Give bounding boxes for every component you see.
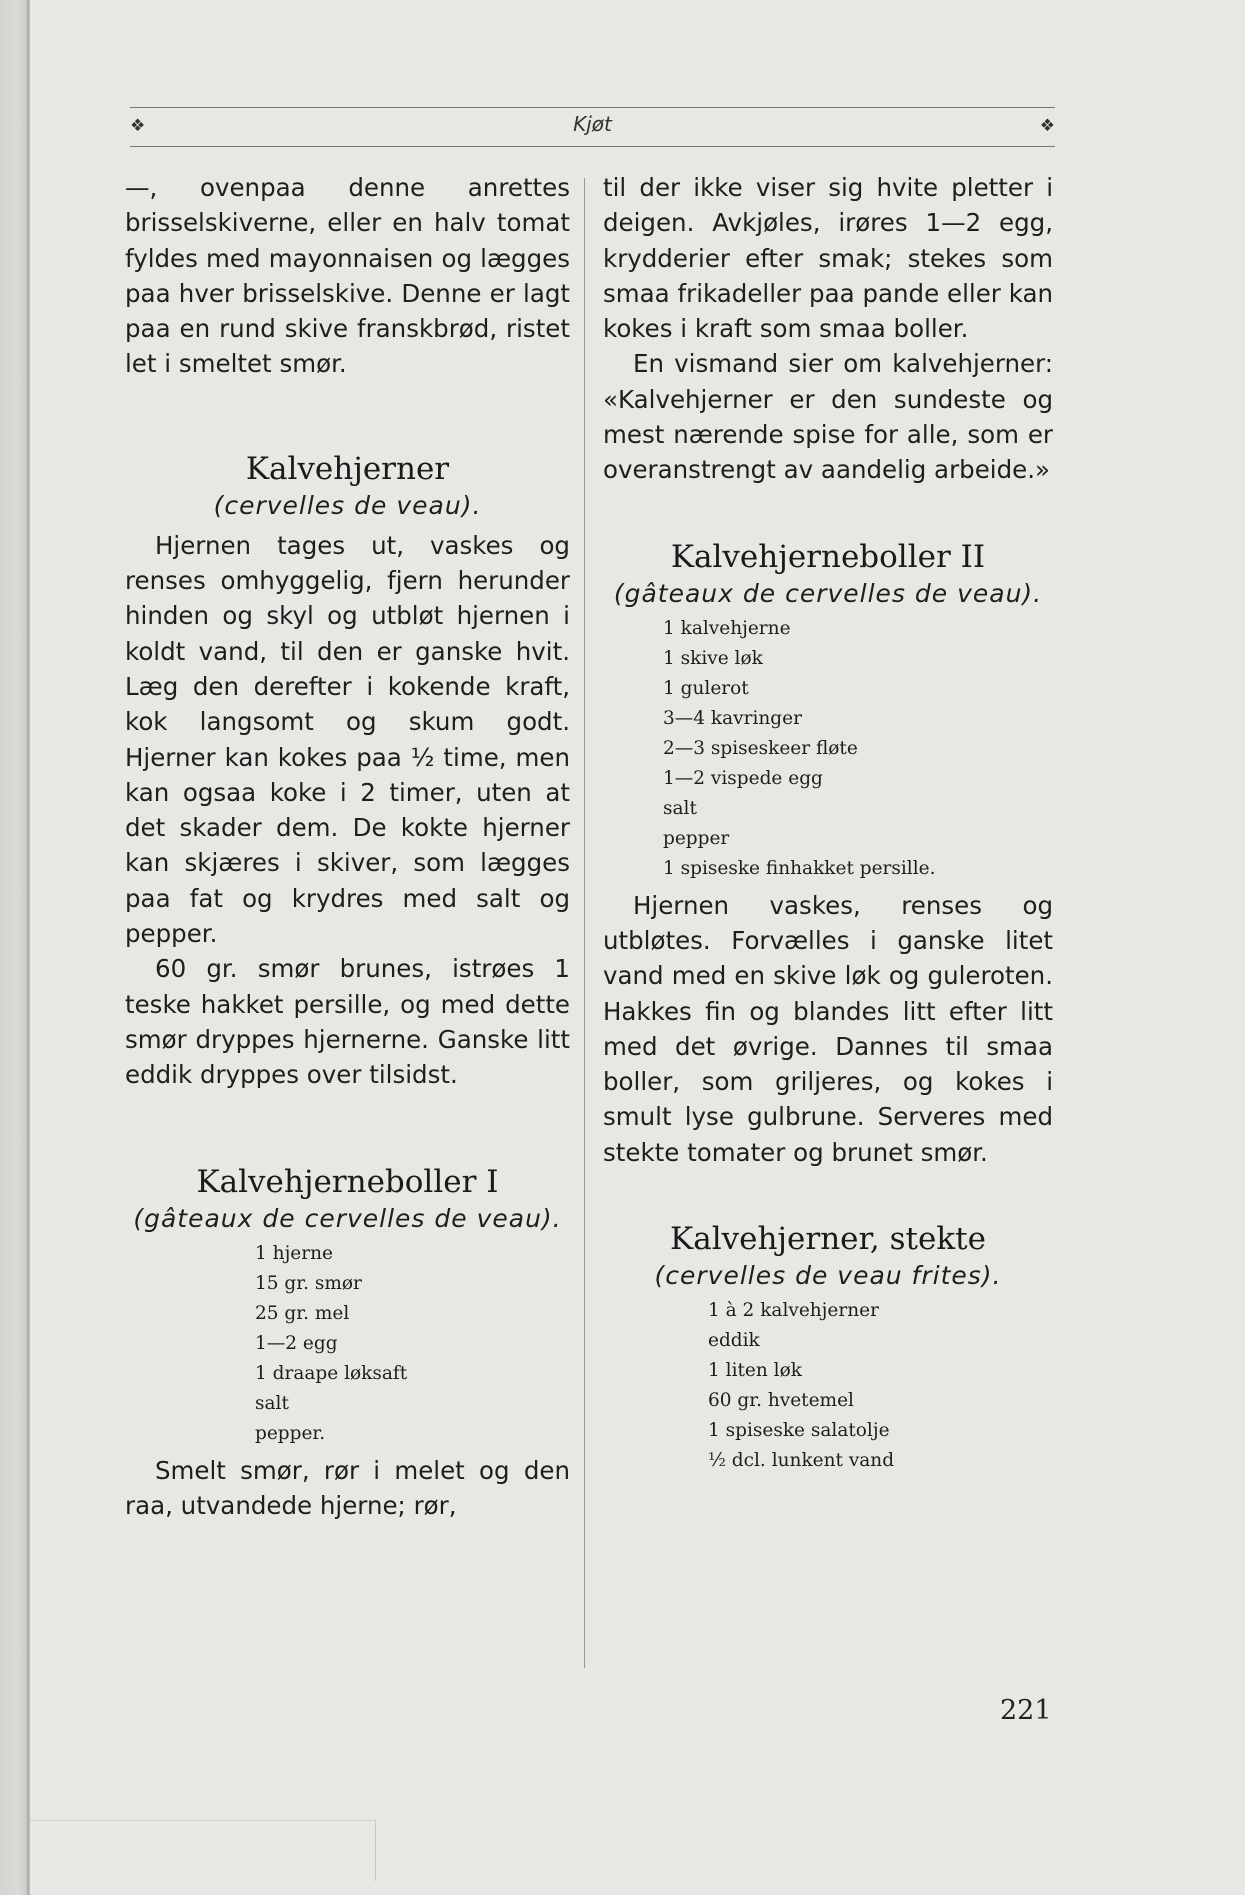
- ingredient: 1 kalvehjerne: [663, 617, 791, 639]
- ingredient: 1—2 vispede egg: [663, 767, 823, 789]
- section-title: Kalvehjerner: [245, 450, 450, 487]
- continuation-paragraph: til der ikke viser sig hvite pletter i deigen. Avkjøles, irøres 1—2 egg, krydderier efter smak; stekes som smaa frikadeller paa pande eller kan kokes i kraft som smaa boller.: [603, 173, 1053, 344]
- ingredient-list: [255, 1239, 570, 1449]
- ingredient: 1—2 egg: [255, 1332, 338, 1354]
- section-kalvehjerneboller-2: [603, 538, 1053, 1170]
- section-kalvehjerner-stekte: [603, 1220, 1053, 1476]
- section-kalvehjerneboller-1: [125, 1163, 570, 1524]
- section-title: Kalvehjerner, stekte: [670, 1221, 986, 1258]
- running-header: [130, 107, 1055, 147]
- section-subtitle: (gâteaux de cervelles de veau).: [133, 1203, 562, 1233]
- ingredient: 60 gr. hvetemel: [708, 1390, 854, 1412]
- column-divider: [584, 178, 585, 1668]
- ingredient: 1 skive løk: [663, 647, 763, 669]
- book-spine-shadow: [0, 0, 30, 1895]
- section-kalvehjerner: [125, 450, 570, 1093]
- ingredient: 25 gr. mel: [255, 1302, 350, 1324]
- section-title: Kalvehjerneboller II: [670, 538, 986, 575]
- ingredient: 1 gulerot: [663, 677, 749, 699]
- section-subtitle: (cervelles de veau).: [213, 490, 482, 520]
- paragraph: Hjernen tages ut, vaskes og renses omhyggelig, fjern herunder hinden og skyl og utbløt hjernen i koldt vand, til den er ganske hvit. Læg den derefter i kokende kraft, kok langsomt og skum godt. Hjerner kan kokes paa ½ time, men kan ogsaa koke i 2 timer, uten at det skader dem. De kokte hjerner kan skjæres i skiver, som lægges paa fat og krydres med salt og pepper.: [125, 530, 570, 949]
- ornament-left-icon: ❖: [130, 116, 146, 136]
- ingredient: eddik: [708, 1330, 760, 1352]
- paragraph: Smelt smør, rør i melet og den raa, utvandede hjerne; rør,: [125, 1455, 570, 1520]
- ingredient: pepper.: [255, 1422, 326, 1444]
- paragraph: 60 gr. smør brunes, istrøes 1 teske hakket persille, og med dette smør dryppes hjernerne. Ganske litt eddik dryppes over tilsidst.: [125, 954, 570, 1090]
- ingredient: 1 hjerne: [255, 1242, 333, 1264]
- ingredient: 1 spiseske finhakket persille.: [663, 857, 936, 879]
- right-column: [603, 170, 1053, 1476]
- ingredient: ½ dcl. lunkent vand: [708, 1450, 895, 1472]
- ornament-right-icon: ❖: [1039, 116, 1055, 136]
- binding-line: [27, 0, 29, 1895]
- ingredient: pepper: [663, 827, 730, 849]
- ingredient: 1 spiseske salatolje: [708, 1420, 890, 1442]
- ingredient: 3—4 kavringer: [663, 707, 802, 729]
- section-subtitle: (gâteaux de cervelles de veau).: [613, 578, 1043, 608]
- section-subtitle: (cervelles de veau frites).: [654, 1261, 1002, 1291]
- section-title: Kalvehjerneboller I: [196, 1163, 499, 1200]
- ingredient-list: [708, 1296, 1053, 1476]
- ingredient-list: [663, 614, 1053, 884]
- header-title: Kjøt: [573, 112, 612, 136]
- ingredient: 15 gr. smør: [255, 1272, 362, 1294]
- ingredient: 1 à 2 kalvehjerner: [708, 1300, 879, 1322]
- ingredient: 2—3 spiseskeer fløte: [663, 737, 858, 759]
- paragraph: Hjernen vaskes, renses og utbløtes. Forvælles i ganske litet vand med en skive løk og guleroten. Hakkes fin og blandes litt efter litt med det øvrige. Dannes til smaa boller, som griljeres, og kokes i smult lyse gulbrune. Serveres med stekte tomater og brunet smør.: [603, 890, 1053, 1167]
- continuation-paragraph: —, ovenpaa denne anrettes brisselskiverne, eller en halv tomat fyldes med mayonnaisen og lægges paa hver brisselskive. Denne er lagt paa en rund skive franskbrød, ristet let i smeltet smør.: [125, 173, 570, 379]
- left-column: [125, 170, 570, 1523]
- page-edge: [30, 1820, 376, 1881]
- ingredient: 1 liten løk: [708, 1360, 802, 1382]
- quote-paragraph: En vismand sier om kalvehjerner: «Kalvehjerner er den sundeste og mest nærende spise for alle, som er overanstrengt av aandelig arbeide.»: [603, 349, 1053, 485]
- ingredient: salt: [663, 797, 697, 819]
- ingredient: 1 draape løksaft: [255, 1362, 408, 1384]
- ingredient: salt: [255, 1392, 289, 1414]
- page-number: 221: [1000, 1695, 1052, 1726]
